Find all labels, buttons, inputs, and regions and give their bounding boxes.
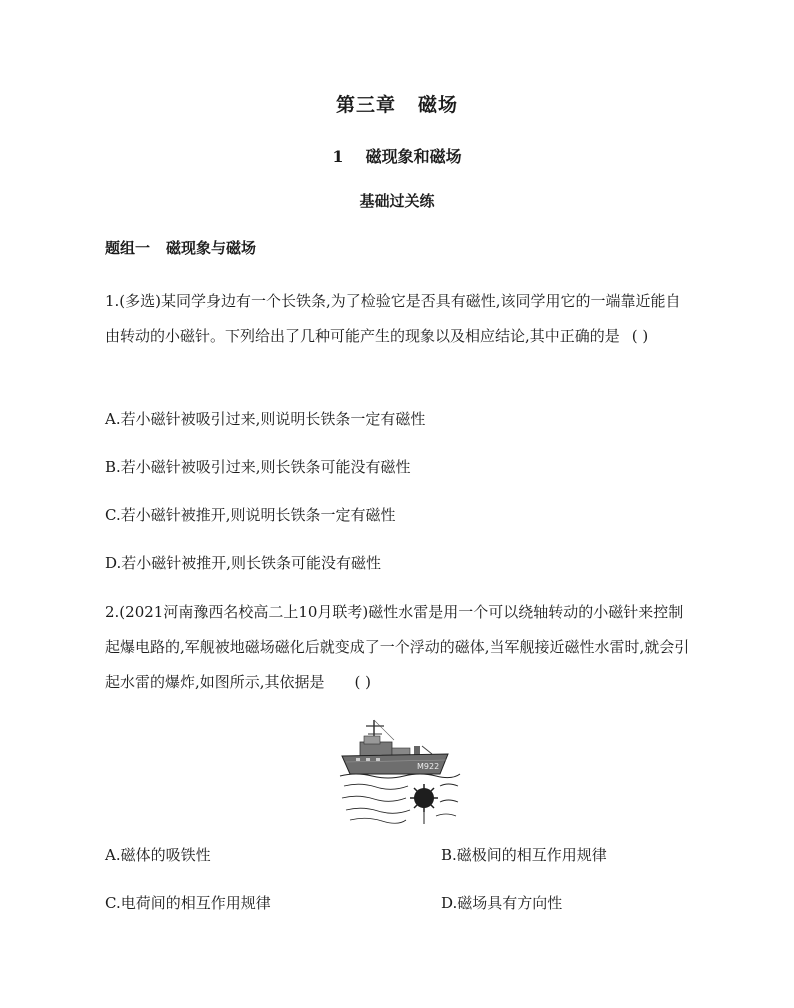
- section-title: 磁现象和磁场: [365, 147, 462, 166]
- naval-mine: [410, 784, 438, 812]
- question-1-option-a: A.若小磁针被吸引过来,则说明长铁条一定有磁性: [105, 410, 426, 428]
- question-2-stem: [105, 595, 695, 700]
- group-label: 题组一: [105, 239, 151, 257]
- question-2-text: 2.(2021河南豫西名校高二上10月联考)磁性水雷是用一个可以绕轴转动的小磁针来控制起爆电路的,军舰被地磁场磁化后就变成了一个浮动的磁体,当军舰接近磁性水雷时,就会引起水雷的爆炸,如图所示,其依据是: [105, 603, 690, 691]
- question-1-option-c: C.若小磁针被推开,则说明长铁条一定有磁性: [105, 506, 396, 524]
- warship-mine-figure: [336, 716, 462, 826]
- section-number: 1: [332, 147, 344, 166]
- chapter-number: 第三章: [335, 94, 396, 116]
- question-1-answer-blank: ( ): [631, 327, 649, 345]
- question-2-option-d: D.磁场具有方向性: [441, 894, 563, 912]
- section-heading: [0, 144, 794, 167]
- question-2-option-a: A.磁体的吸铁性: [105, 846, 211, 864]
- question-1-option-d: D.若小磁针被推开,则长铁条可能没有磁性: [105, 554, 382, 572]
- question-1-text: 1.(多选)某同学身边有一个长铁条,为了检验它是否具有磁性,该同学用它的一端靠近能自由转动的小磁针。下列给出了几种可能产生的现象以及相应结论,其中正确的是: [105, 292, 681, 345]
- question-2-option-b: B.磁极间的相互作用规律: [441, 846, 607, 864]
- level-heading: 基础过关练: [359, 192, 435, 210]
- question-1-stem: [105, 284, 695, 354]
- question-1-option-b: B.若小磁针被吸引过来,则长铁条可能没有磁性: [105, 458, 411, 476]
- question-2-answer-blank: ( ): [354, 673, 372, 691]
- warship-illustration: [336, 716, 462, 826]
- question-2-option-c: C.电荷间的相互作用规律: [105, 894, 271, 912]
- group-title: 磁现象与磁场: [166, 239, 257, 257]
- chapter-title: 磁场: [418, 94, 459, 116]
- chapter-heading: [0, 90, 794, 117]
- ship-hull-number: M922: [417, 762, 440, 771]
- question-group-heading: [105, 237, 256, 258]
